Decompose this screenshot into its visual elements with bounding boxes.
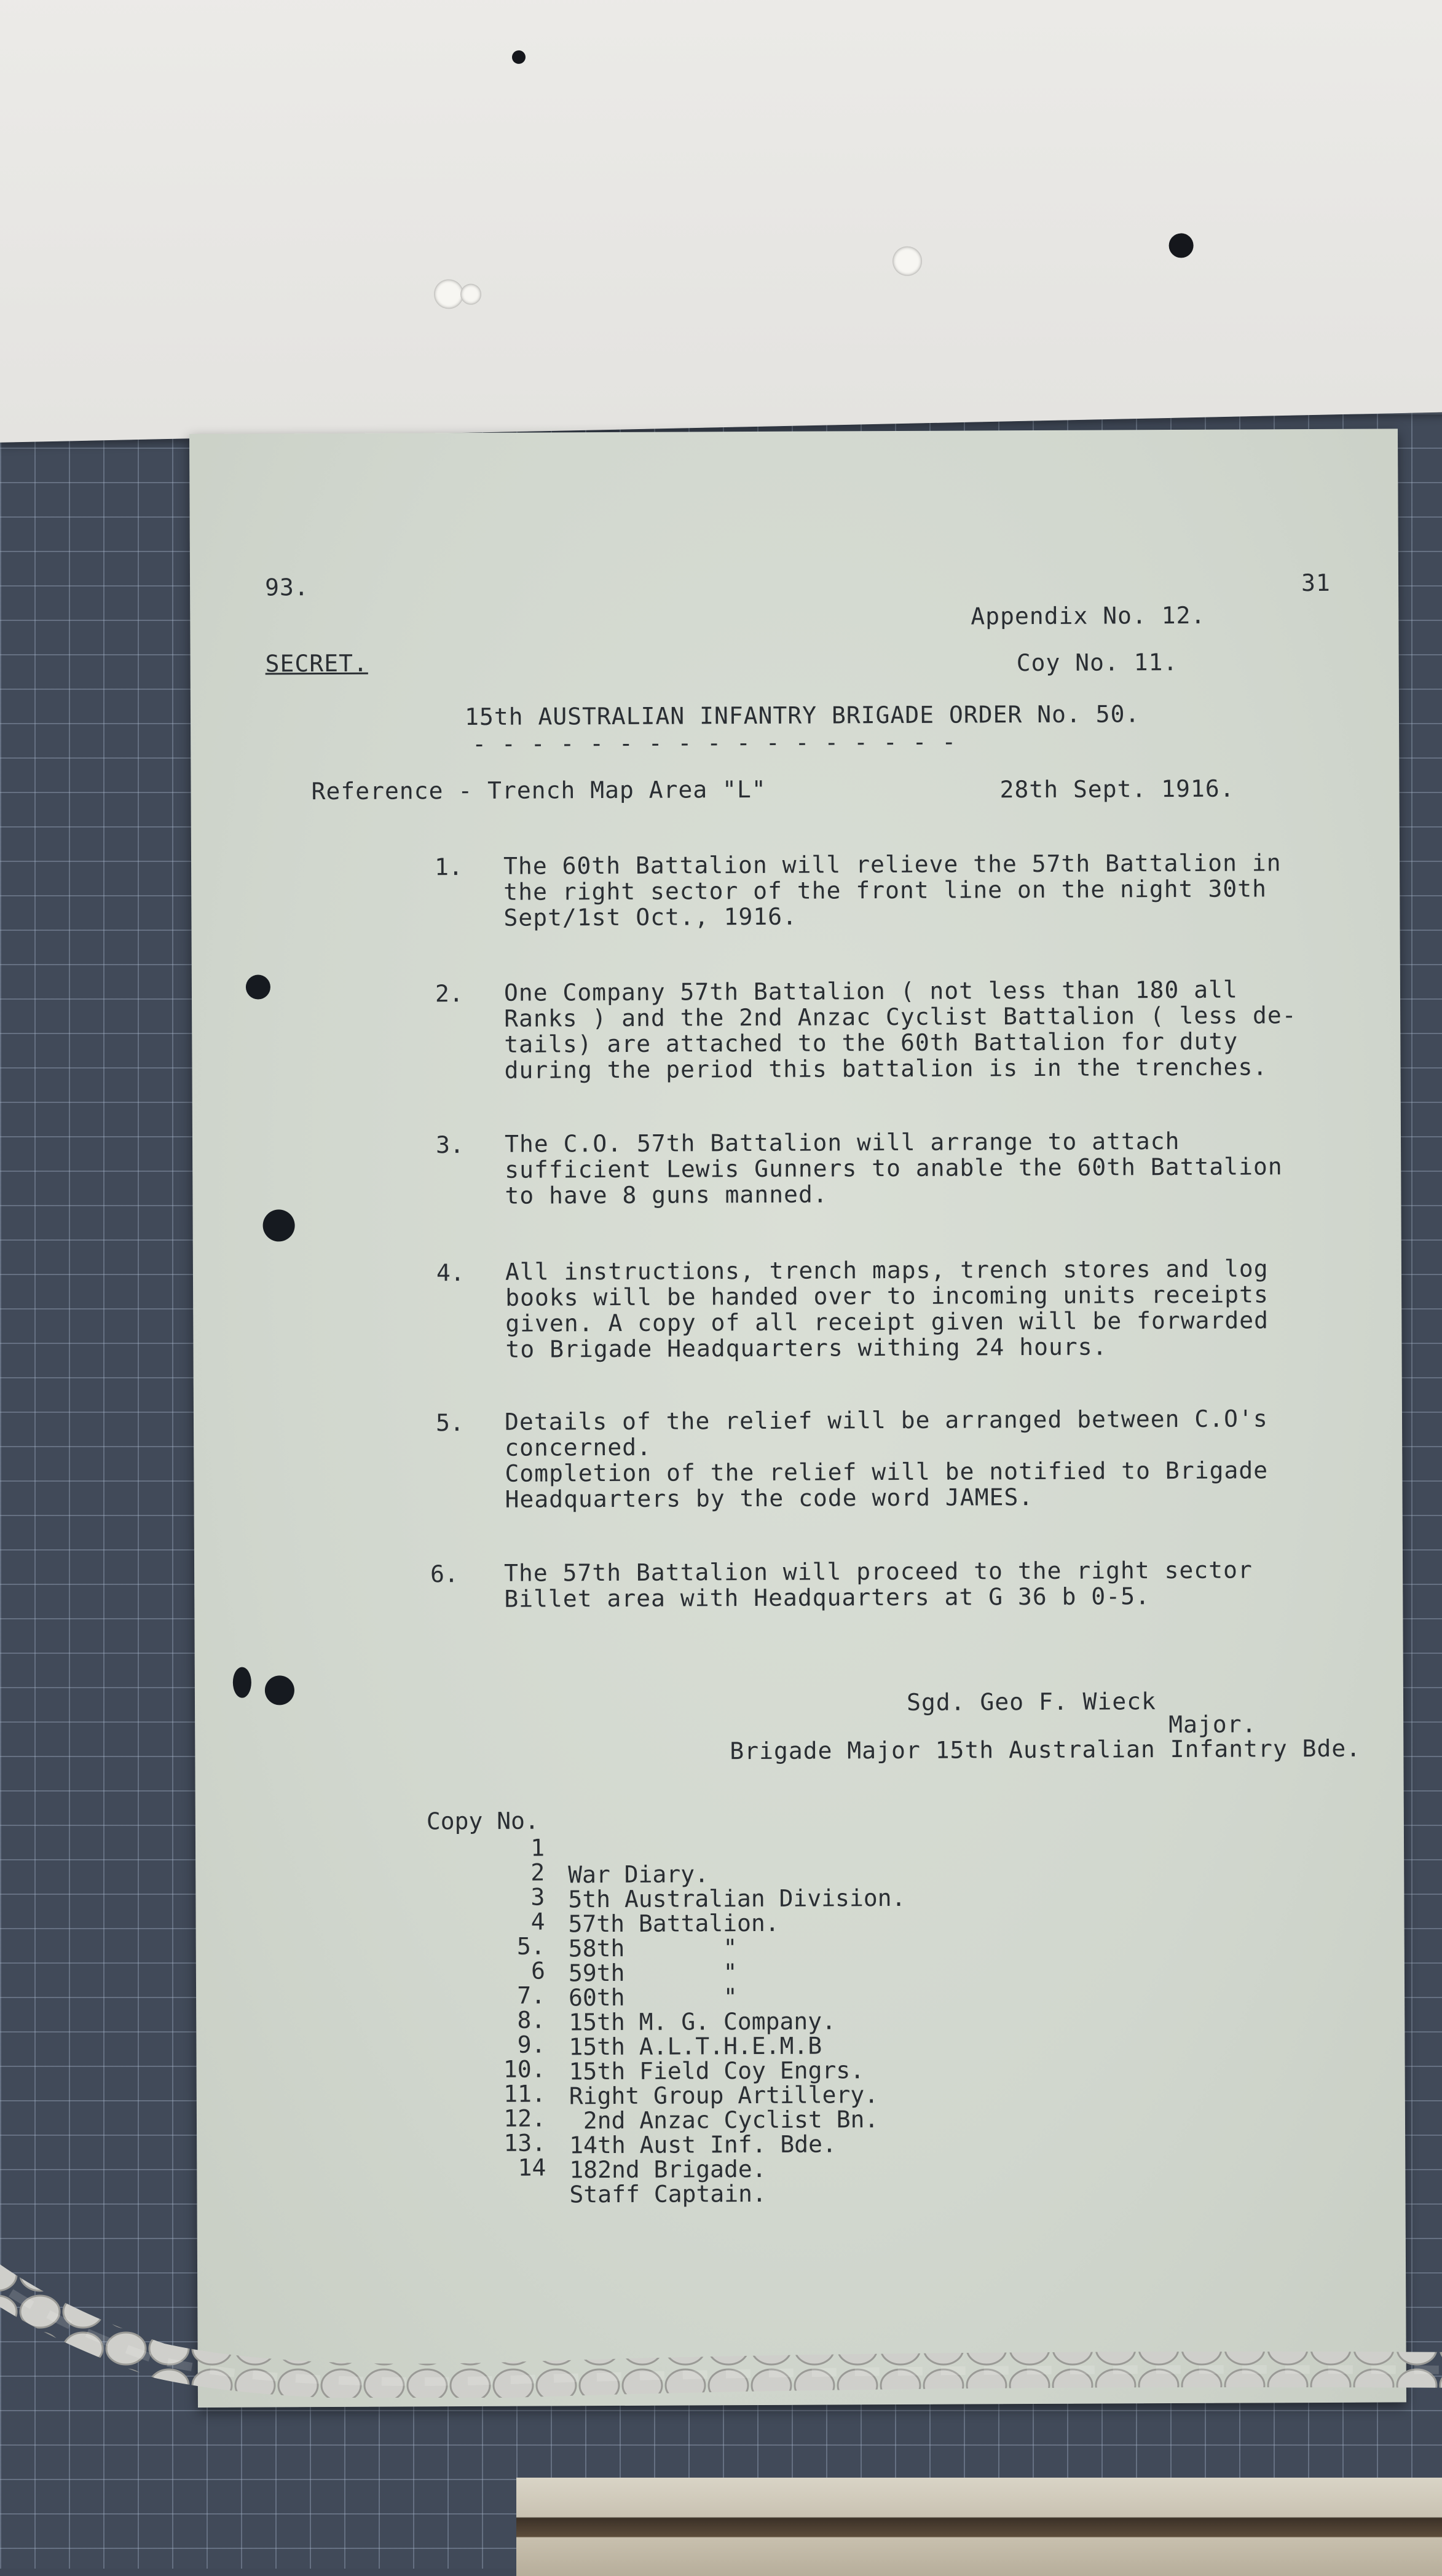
copy-number: 3	[530, 1883, 545, 1911]
copy-number: 13.	[503, 2129, 546, 2157]
copy-recipient: 57th Battalion.	[568, 1909, 779, 1938]
signature-position: Brigade Major 15th Australian Infantry Bde.	[730, 1734, 1361, 1765]
copy-recipient: Staff Captain.	[569, 2179, 766, 2208]
copy-number: 14	[518, 2154, 546, 2181]
distribution-label: Copy No.	[426, 1807, 539, 1835]
cord-decoration	[0, 2256, 1442, 2398]
order-date: 28th Sept. 1916.	[999, 775, 1235, 804]
copy-recipient: 60th "	[569, 1983, 738, 2012]
punch-hole	[246, 974, 270, 999]
copy-number: 9.	[517, 2031, 546, 2058]
paragraph-number: 3.	[435, 1131, 464, 1159]
copy-recipient: 182nd Brigade.	[569, 2155, 766, 2184]
title-rule: - - - - - - - - - - - - - - - - -	[472, 728, 957, 757]
secret-label: SECRET.	[265, 649, 368, 678]
folio-number-left: 93.	[264, 574, 309, 601]
punch-hole	[460, 283, 482, 305]
appendix-label: Appendix No. 12.	[971, 601, 1206, 630]
copy-recipient: 15th Field Coy Engrs.	[569, 2056, 865, 2085]
copy-number: 12.	[503, 2104, 546, 2132]
signature-rank: Major.	[1168, 1710, 1257, 1739]
paragraph-text: Details of the relief will be arranged between C.O's concerned. Completion of the relief will be notified to Brigade Headquarters by the code word JAMES.	[504, 1405, 1269, 1513]
punch-hole	[233, 1667, 251, 1698]
signature-name: Sgd. Geo F. Wieck	[906, 1688, 1157, 1716]
copy-number: 10.	[503, 2055, 546, 2083]
punch-hole	[434, 279, 464, 309]
copy-recipient: 14th Aust Inf. Bde.	[569, 2130, 837, 2159]
distribution-entry	[497, 2125, 878, 2235]
paragraph-number: 4.	[436, 1259, 465, 1287]
punch-hole	[263, 1209, 295, 1241]
paragraph-text: The 60th Battalion will relieve the 57th Battalion in the right sector of the front line on the night 30th Sept/1st Oct., 1916.	[503, 849, 1282, 931]
paragraph-number: 5.	[435, 1409, 464, 1437]
punch-hole	[1168, 233, 1194, 258]
copy-number: 2	[530, 1859, 545, 1886]
paragraph-number: 1.	[434, 853, 463, 881]
punch-hole	[512, 50, 526, 64]
copy-number: 8.	[517, 2006, 546, 2034]
paragraph-text: The C.O. 57th Battalion will arrange to attach sufficient Lewis Gunners to anable the 60th Battalion to have 8 guns manned.	[504, 1127, 1283, 1209]
copy-number: 4	[530, 1908, 545, 1935]
paragraph-text: All instructions, trench maps, trench stores and log books will be handed over to incoming units receipts given. A copy of all receipt given will be forwarded to Brigade Headquarters withing 24 hours.	[505, 1255, 1269, 1363]
copy-recipient: 15th A.L.T.H.E.M.B	[569, 2032, 822, 2061]
copy-recipient: 2nd Anzac Cyclist Bn.	[569, 2106, 879, 2135]
copy-recipient: Right Group Artillery.	[569, 2081, 879, 2110]
paragraph-number: 2.	[435, 980, 463, 1008]
paragraph-text: One Company 57th Battalion ( not less than 180 all Ranks ) and the 2nd Anzac Cyclist Battalion ( less de- tails) are attached to the 60th Battalion for duty during the period this battalion is in the trenches.	[503, 976, 1297, 1084]
copy-recipient: 15th M. G. Company.	[569, 2007, 837, 2036]
copy-recipient: 58th "	[568, 1934, 738, 1962]
brigade-order-document	[189, 429, 1406, 2408]
copy-number: 1	[530, 1834, 545, 1862]
top-paper-sheet	[0, 0, 1442, 443]
copy-reference: Coy No. 11.	[1016, 648, 1178, 677]
copy-recipient: 59th "	[568, 1959, 738, 1987]
copy-recipient: 5th Australian Division.	[568, 1884, 906, 1913]
paragraph-text: The 57th Battalion will proceed to the right sector Billet area with Headquarters at G 36 b 0-5.	[503, 1556, 1253, 1613]
punch-hole	[265, 1675, 294, 1705]
copy-number: 6	[530, 1957, 546, 1985]
copy-number: 5.	[516, 1932, 545, 1960]
copy-number: 7.	[517, 1981, 546, 2009]
paragraph-number: 6.	[430, 1560, 459, 1588]
order-title: 15th AUSTRALIAN INFANTRY BRIGADE ORDER No. 50.	[464, 700, 1140, 731]
punch-hole	[892, 246, 923, 276]
stacked-papers	[516, 2478, 1442, 2576]
copy-number: 11.	[503, 2080, 546, 2108]
folio-number-right: 31	[1301, 569, 1331, 597]
map-reference: Reference - Trench Map Area "L"	[311, 775, 766, 805]
copy-recipient: War Diary.	[568, 1860, 709, 1889]
